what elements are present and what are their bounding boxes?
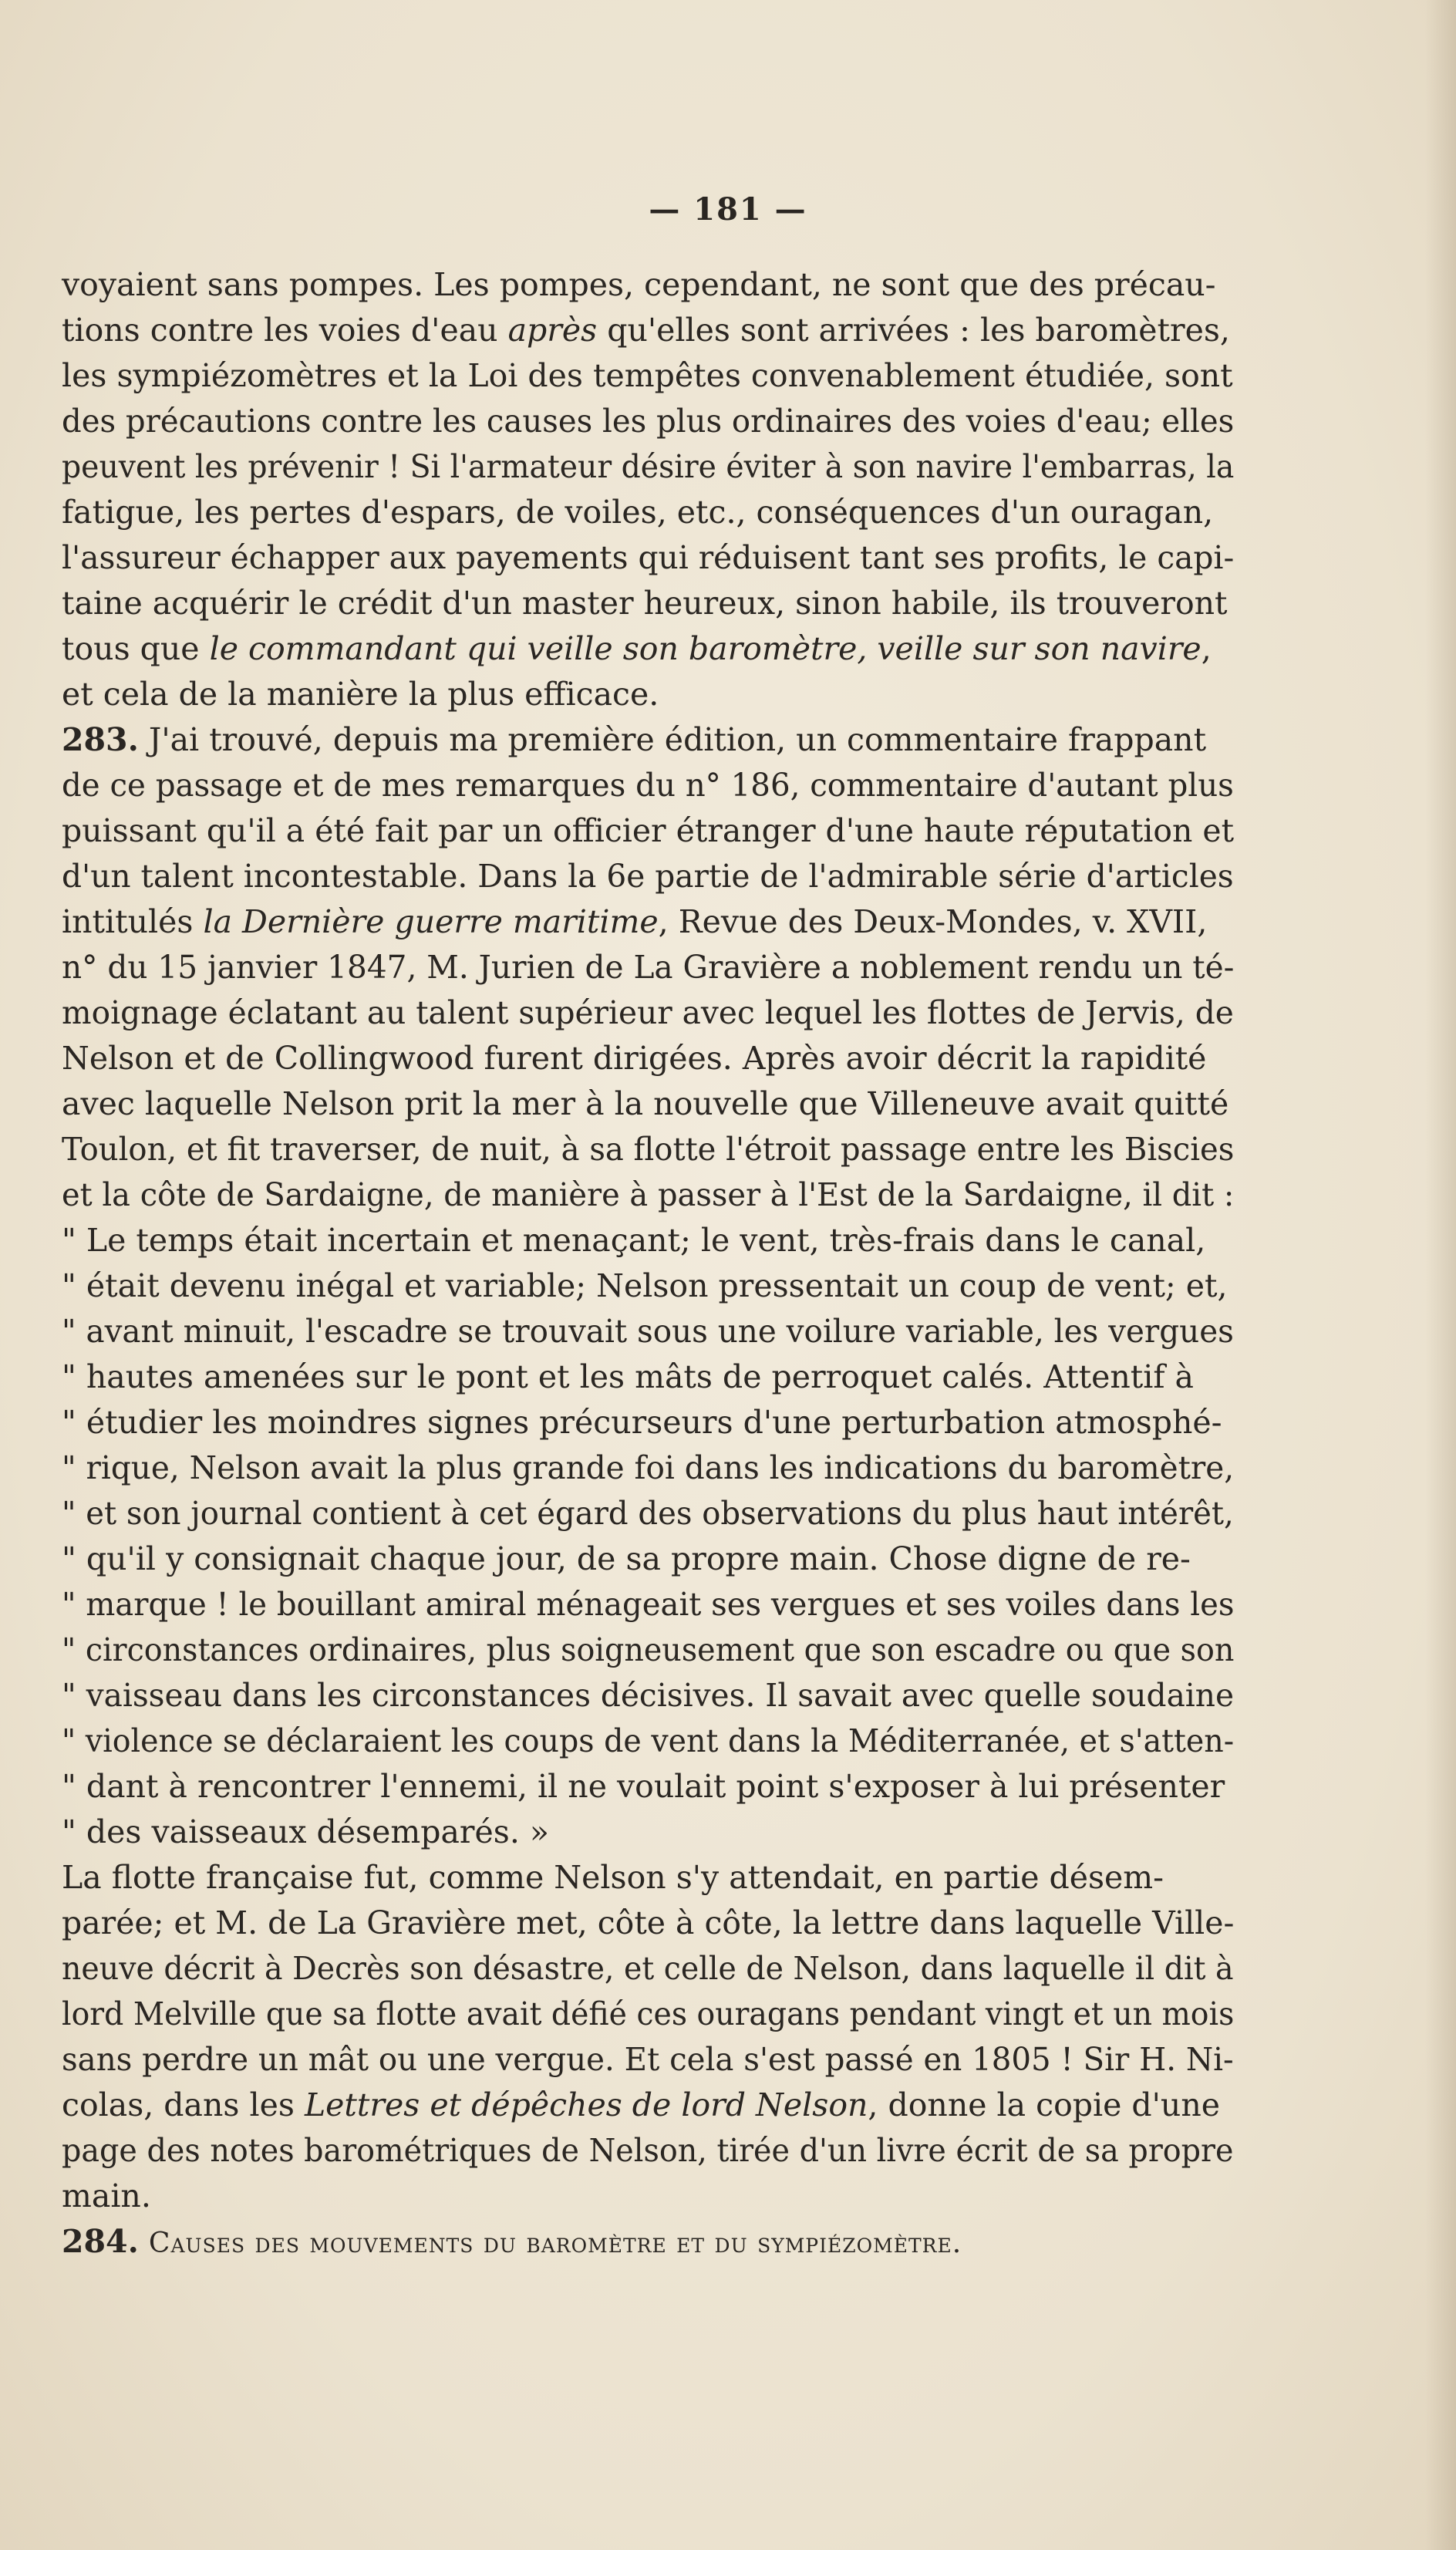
text-line xyxy=(62,1445,1235,1491)
text-line xyxy=(62,2037,1234,2083)
text-line xyxy=(62,1582,1235,1627)
text-line xyxy=(62,1764,1234,1810)
text-segment: après xyxy=(507,312,598,349)
text-segment: intitulés xyxy=(62,903,204,940)
text-segment: moignage éclatant au talent supérieur avec lequel les flottes de Jervis, de xyxy=(62,994,1234,1031)
text-line xyxy=(62,308,1234,353)
text-line xyxy=(62,1627,1235,1673)
text-segment: les sympiézomètres et la Loi des tempêtes convenablement étudiée, sont xyxy=(62,357,1233,394)
page-number: — 181 — xyxy=(649,191,807,228)
text-line xyxy=(62,1263,1234,1309)
text-segment: de ce passage et de mes remarques du n° 186, commentaire d'autant plus xyxy=(62,767,1234,804)
text-segment xyxy=(139,2223,149,2260)
text-segment: " des vaisseaux désemparés. » xyxy=(62,1813,549,1850)
text-segment: parée; et M. de La Gravière met, côte à côte, la lettre dans laquelle Ville- xyxy=(62,1904,1235,1941)
text-line xyxy=(62,899,1234,945)
text-segment: la Dernière guerre maritime xyxy=(203,903,659,940)
paragraph-p3 xyxy=(62,1855,1234,2219)
text-line xyxy=(62,1172,1235,1218)
text-segment: J'ai trouvé, depuis ma première édition, un commentaire frappant xyxy=(138,721,1207,758)
text-line xyxy=(62,808,1235,854)
text-line xyxy=(62,1992,1235,2037)
text-segment: l'assureur échapper aux payements qui réduisent tant ses profits, le capi- xyxy=(62,539,1235,576)
text-line xyxy=(62,990,1234,1036)
text-line xyxy=(62,1536,1234,1582)
text-line xyxy=(62,1309,1234,1354)
text-line xyxy=(62,1491,1234,1536)
text-segment: peuvent les prévenir ! Si l'armateur désire éviter à son navire l'embarras, la xyxy=(62,448,1235,485)
text-line xyxy=(62,1127,1235,1172)
text-segment: " circonstances ordinaires, plus soigneusement que son escadre ou que son xyxy=(62,1631,1235,1668)
text-line xyxy=(62,672,1234,717)
text-line xyxy=(62,1810,1234,1855)
text-segment: avec laquelle Nelson prit la mer à la nouvelle que Villeneuve avait quitté xyxy=(62,1085,1229,1122)
text-segment: page des notes barométriques de Nelson, tirée d'un livre écrit de sa propre xyxy=(62,2132,1234,2169)
text-line xyxy=(62,1719,1235,1764)
text-segment: " hautes amenées sur le pont et les mâts de perroquet calés. Attentif à xyxy=(62,1358,1194,1395)
text-segment: sans perdre un mât ou une vergue. Et cela s'est passé en 1805 ! Sir H. Ni- xyxy=(62,2041,1234,2078)
text-segment: , Revue des Deux-Mondes, v. XVII, xyxy=(658,903,1208,940)
text-segment: " et son journal contient à cet égard des observations du plus haut intérêt, xyxy=(62,1495,1234,1532)
text-segment: taine acquérir le crédit d'un master heureux, sinon habile, ils trouveront xyxy=(62,585,1228,622)
page-body xyxy=(62,262,1234,2266)
text-segment: " avant minuit, l'escadre se trouvait sous une voilure variable, les vergues xyxy=(62,1313,1234,1350)
text-segment: puissant qu'il a été fait par un officier étranger d'une haute réputation et xyxy=(62,812,1235,849)
text-segment: " était devenu inégal et variable; Nelson pressentait un coup de vent; et, xyxy=(62,1267,1228,1304)
text-segment: des précautions contre les causes les plus ordinaires des voies d'eau; elles xyxy=(62,403,1235,440)
text-line xyxy=(62,1901,1235,1946)
text-segment: d'un talent incontestable. Dans la 6e partie de l'admirable série d'articles xyxy=(62,858,1234,895)
text-line xyxy=(62,1400,1234,1445)
text-segment: Causes des mouvements du baromètre et du sympiézomètre. xyxy=(148,2228,962,2259)
text-line xyxy=(62,490,1234,535)
paragraph-p1 xyxy=(62,262,1234,717)
text-line xyxy=(62,1946,1234,1992)
text-segment: le commandant qui veille son baromètre, veille sur son navire xyxy=(209,630,1202,667)
text-segment: " violence se déclaraient les coups de vent dans la Méditerranée, et s'atten- xyxy=(62,1722,1235,1759)
text-segment: 283. xyxy=(62,721,139,758)
text-segment: main. xyxy=(62,2177,151,2214)
text-line xyxy=(62,763,1234,808)
text-line xyxy=(62,2083,1234,2128)
text-line xyxy=(62,444,1235,490)
text-line xyxy=(62,262,1234,308)
text-line xyxy=(62,854,1234,899)
text-segment: n° du 15 janvier 1847, M. Jurien de La Gravière a noblement rendu un té- xyxy=(62,949,1235,986)
text-line xyxy=(62,1036,1234,1081)
text-segment: fatigue, les pertes d'espars, de voiles, etc., conséquences d'un ouragan, xyxy=(62,494,1214,531)
text-segment: , xyxy=(1201,630,1212,667)
text-segment: " marque ! le bouillant amiral ménageait ses vergues et ses voiles dans les xyxy=(62,1586,1235,1623)
text-segment: " vaisseau dans les circonstances décisives. Il savait avec quelle soudaine xyxy=(62,1677,1235,1714)
text-line xyxy=(62,535,1235,581)
text-line xyxy=(62,1081,1234,1127)
text-segment: voyaient sans pompes. Les pompes, cependant, ne sont que des précau- xyxy=(62,266,1216,303)
text-line xyxy=(62,1673,1235,1719)
text-segment: " qu'il y consignait chaque jour, de sa propre main. Chose digne de re- xyxy=(62,1540,1191,1577)
text-segment: " dant à rencontrer l'ennemi, il ne voulait point s'exposer à lui présenter xyxy=(62,1768,1225,1805)
paragraph-p2 xyxy=(62,717,1234,1855)
text-segment: Lettres et dépêches de lord Nelson xyxy=(304,2086,868,2123)
text-line xyxy=(62,626,1234,672)
text-line xyxy=(62,353,1234,399)
page-gutter-shading xyxy=(1425,0,1456,2550)
text-line xyxy=(62,1354,1234,1400)
text-segment: qu'elles sont arrivées : les baromètres, xyxy=(597,312,1230,349)
text-line xyxy=(62,1855,1234,1901)
text-segment: et la côte de Sardaigne, de manière à passer à l'Est de la Sardaigne, il dit : xyxy=(62,1176,1235,1213)
text-line xyxy=(62,717,1234,763)
text-line xyxy=(62,2219,1234,2266)
text-segment: Toulon, et fit traverser, de nuit, à sa flotte l'étroit passage entre les Biscies xyxy=(62,1131,1235,1168)
text-line xyxy=(62,1218,1234,1263)
text-line xyxy=(62,945,1235,990)
text-segment: lord Melville que sa flotte avait défié ces ouragans pendant vingt et un mois xyxy=(62,1995,1235,2032)
text-segment: La flotte française fut, comme Nelson s'y attendait, en partie désem- xyxy=(62,1859,1164,1896)
text-line xyxy=(62,581,1234,626)
text-segment: neuve décrit à Decrès son désastre, et celle de Nelson, dans laquelle il dit à xyxy=(62,1950,1234,1987)
paragraph-p4 xyxy=(62,2219,1234,2266)
text-line xyxy=(62,399,1235,444)
text-segment: " Le temps était incertain et menaçant; le vent, très-frais dans le canal, xyxy=(62,1222,1206,1259)
text-line xyxy=(62,2128,1234,2174)
text-segment: tous que xyxy=(62,630,210,667)
text-segment: colas, dans les xyxy=(62,2086,305,2123)
text-segment: Nelson et de Collingwood furent dirigées. Après avoir décrit la rapidité xyxy=(62,1040,1207,1077)
text-segment: , donne la copie d'une xyxy=(868,2086,1221,2123)
text-segment: 284. xyxy=(62,2223,139,2260)
text-segment: et cela de la manière la plus efficace. xyxy=(62,676,659,713)
text-segment: " étudier les moindres signes précurseurs d'une perturbation atmosphé- xyxy=(62,1404,1222,1441)
text-segment: tions contre les voies d'eau xyxy=(62,312,508,349)
text-line xyxy=(62,2174,1234,2219)
text-segment: " rique, Nelson avait la plus grande foi dans les indications du baromètre, xyxy=(62,1449,1235,1486)
